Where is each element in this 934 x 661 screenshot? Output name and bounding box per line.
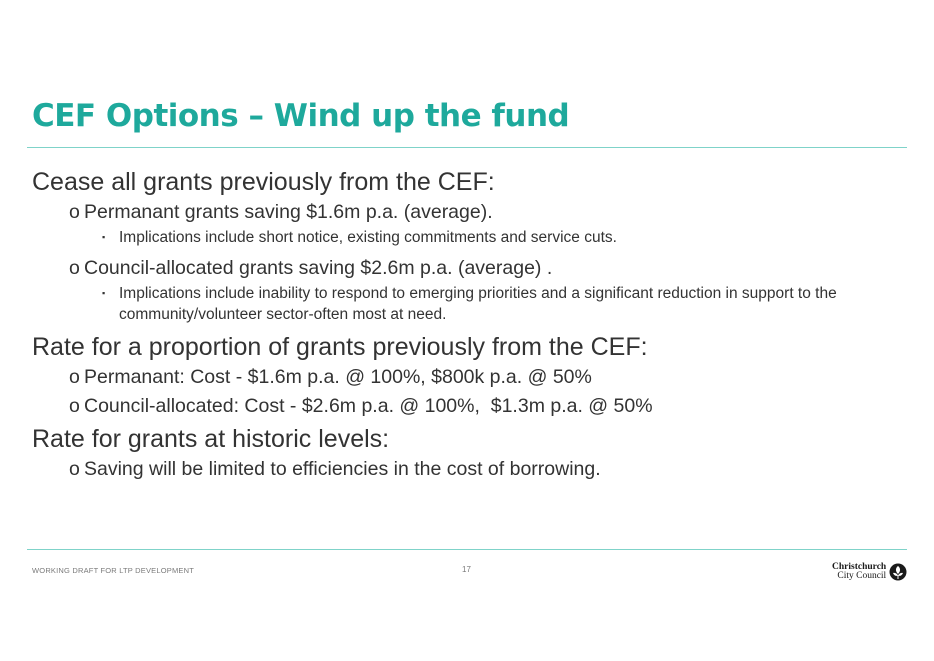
- sub-list-item-text: Implications include short notice, existing commitments and service cuts.: [119, 229, 617, 246]
- sub-list-item-text: Implications include inability to respond to emerging priorities and a significant reduction in support to the community/volunteer sector-often most at need.: [119, 285, 837, 323]
- list-item: [32, 455, 892, 484]
- christchurch-leaf-icon: [889, 563, 907, 581]
- circle-bullet: o: [69, 458, 80, 480]
- list-item: [32, 392, 892, 421]
- page-number: 17: [462, 565, 471, 574]
- list-item-text: Permanant: Cost - $1.6m p.a. @ 100%, $800k p.a. @ 50%: [84, 366, 592, 388]
- square-bullet: ▪: [102, 232, 106, 242]
- list-item-text: Permanant grants saving $1.6m p.a. (average).: [84, 201, 493, 223]
- square-bullet: ▪: [102, 288, 106, 298]
- logo-line-1: Christchurch: [832, 562, 887, 572]
- list-item-text: Saving will be limited to efficiencies in the cost of borrowing.: [84, 458, 601, 480]
- title-divider: [27, 147, 907, 148]
- sub-list-item: [32, 283, 892, 325]
- logo-wordmark: [832, 563, 886, 581]
- section-heading: Cease all grants previously from the CEF:: [32, 168, 495, 196]
- circle-bullet: o: [69, 201, 80, 223]
- section-heading: Rate for a proportion of grants previously from the CEF:: [32, 333, 648, 361]
- section-heading: Rate for grants at historic levels:: [32, 425, 390, 453]
- logo-line-2: City Council: [837, 571, 887, 581]
- draft-label: WORKING DRAFT FOR LTP DEVELOPMENT: [32, 566, 195, 575]
- footer-divider: [27, 549, 907, 550]
- sub-list-item: [32, 227, 892, 248]
- slide-title: CEF Options – Wind up the fund: [32, 98, 570, 134]
- circle-bullet: o: [69, 366, 80, 388]
- list-item-text: Council-allocated: Cost - $2.6m p.a. @ 100%, $1.3m p.a. @ 50%: [84, 395, 653, 417]
- list-item: [32, 198, 892, 227]
- list-item: [32, 363, 892, 392]
- circle-bullet: o: [69, 257, 80, 279]
- circle-bullet: o: [69, 395, 80, 417]
- list-item: [32, 254, 892, 283]
- list-item-text: Council-allocated grants saving $2.6m p.a. (average) .: [84, 257, 553, 279]
- council-logo: [832, 563, 907, 581]
- slide-body: [32, 166, 892, 484]
